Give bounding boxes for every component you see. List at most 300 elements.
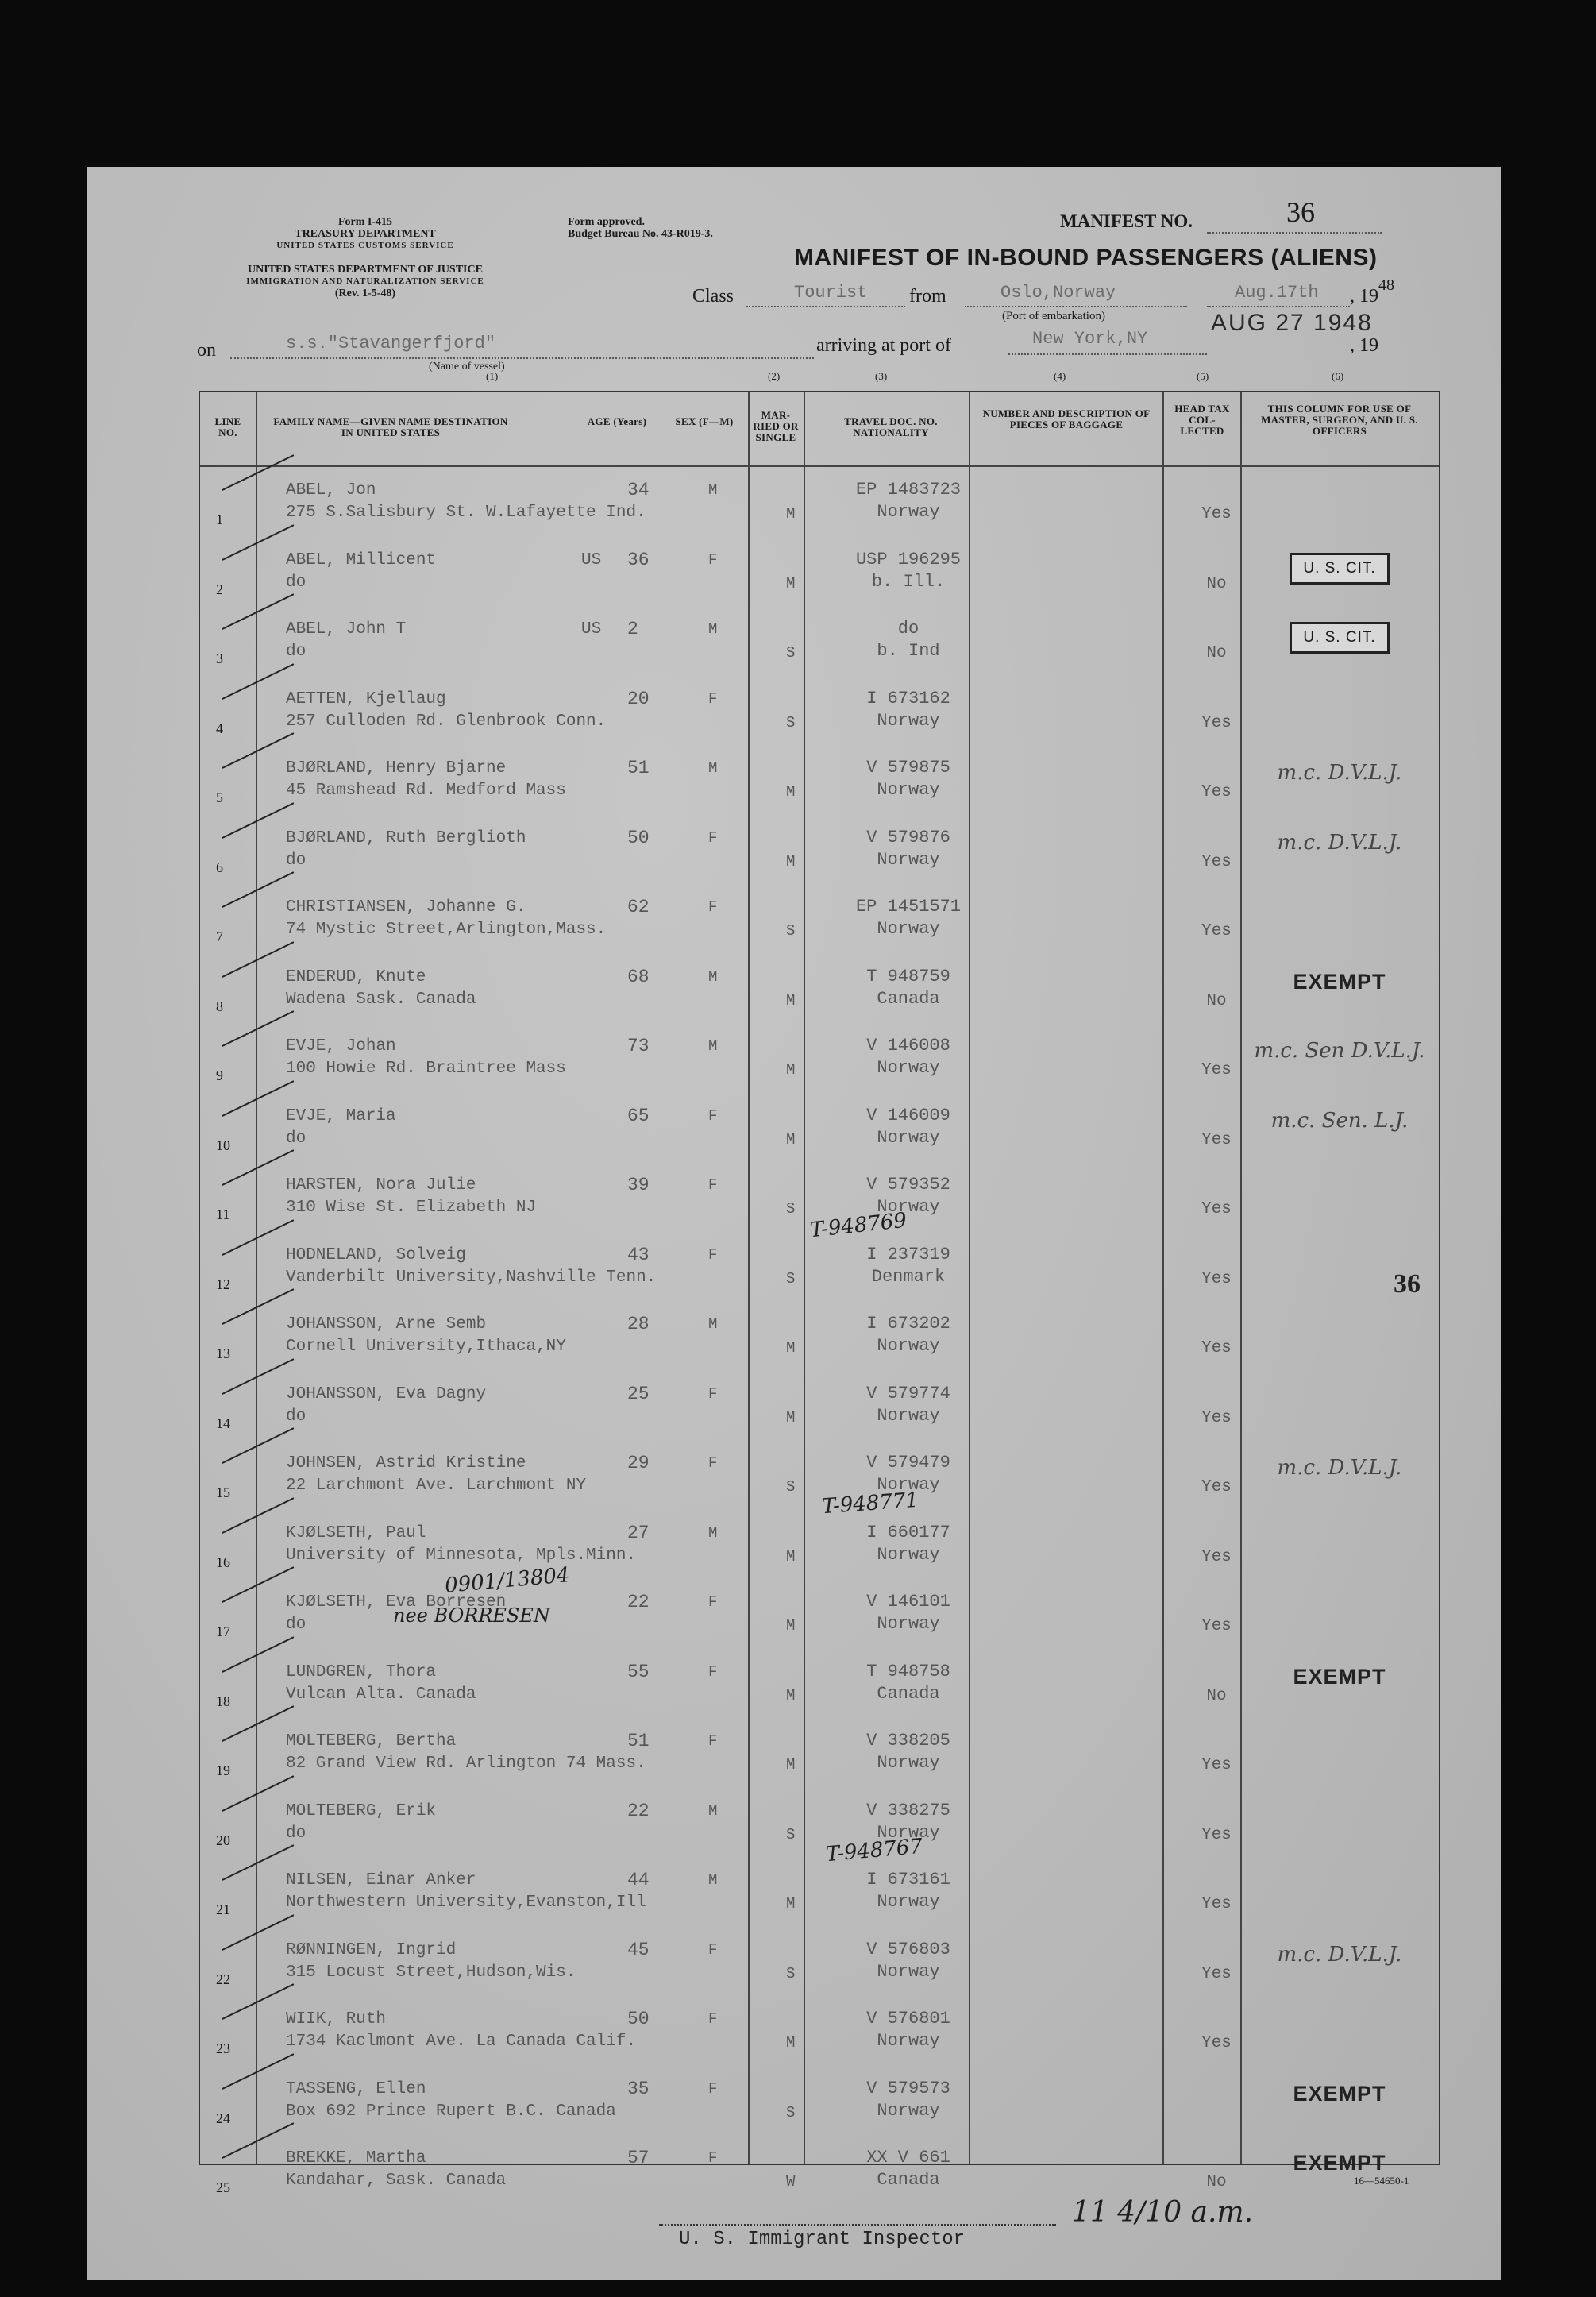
destination: do: [286, 1407, 306, 1426]
nationality: Canada: [877, 1683, 940, 1704]
sex: F: [708, 1732, 718, 1750]
sex: M: [708, 1801, 718, 1820]
approval-block: [568, 216, 782, 240]
table-row: [200, 1994, 1439, 2063]
sex: M: [708, 481, 718, 499]
travel-doc-no: V 338275: [866, 1800, 950, 1820]
nationality: Norway: [877, 1197, 940, 1217]
passenger-name: RØNNINGEN, Ingrid: [286, 1940, 457, 1959]
travel-doc-no: EP 1483723: [855, 480, 962, 500]
passenger-name: JOHANSSON, Arne Semb: [286, 1315, 487, 1334]
head-tax: Yes: [1201, 2034, 1232, 2052]
exempt-stamp: EXEMPT: [1293, 1664, 1386, 1689]
treasury-label: TREASURY DEPARTMENT: [295, 228, 436, 240]
marital-status: M: [786, 1408, 796, 1426]
marital-status: S: [786, 1269, 796, 1287]
passenger-name: KJØLSETH, Eva Borresen: [286, 1593, 507, 1612]
destination: 275 S.Salisbury St. W.Lafayette Ind.: [286, 504, 646, 522]
head-tax: No: [1206, 991, 1227, 1010]
head-tax: Yes: [1201, 1964, 1232, 1983]
head-tax: Yes: [1201, 1061, 1232, 1079]
travel-doc-no: I 673161: [866, 1870, 950, 1890]
travel-doc-no: V 579479: [866, 1453, 950, 1473]
travel-doc-no: XX V 661: [866, 2148, 950, 2168]
sex: M: [708, 759, 718, 777]
marital-status: S: [786, 644, 796, 662]
nationality: Norway: [877, 780, 940, 800]
age: 68: [627, 966, 650, 987]
head-tax: Yes: [1201, 1617, 1232, 1635]
table-row: [200, 2064, 1439, 2133]
passenger-name: LUNDGREN, Thora: [286, 1662, 437, 1681]
age: 25: [627, 1383, 650, 1404]
sex: M: [708, 967, 718, 986]
passenger-name: BJØRLAND, Ruth Berglioth: [286, 828, 526, 847]
marital-status: M: [786, 1061, 796, 1079]
nationality: Norway: [877, 919, 940, 939]
table-row: [200, 882, 1439, 952]
destination: do: [286, 1616, 306, 1634]
age: 43: [627, 1244, 650, 1265]
head-tax: Yes: [1201, 1269, 1232, 1288]
nationality: Canada: [877, 2170, 940, 2190]
line-number: 6: [216, 859, 223, 875]
destination: University of Minnesota, Mpls.Minn.: [286, 1546, 637, 1565]
col-tax-header: HEAD TAX COL-LECTED: [1174, 403, 1230, 437]
form-code: 16—54650-1: [1354, 2175, 1409, 2187]
age: 22: [627, 1800, 650, 1821]
line-number: 10: [216, 1137, 230, 1153]
marital-status: M: [786, 574, 796, 593]
sex: F: [708, 2079, 718, 2098]
year-prefix-2: , 19: [1350, 335, 1378, 356]
head-tax: Yes: [1201, 1895, 1232, 1913]
destination: Kandahar, Sask. Canada: [286, 2172, 507, 2190]
sex: F: [708, 1593, 718, 1611]
row12-handwritten-doc: T-948769: [808, 1208, 908, 1243]
travel-doc-no: V 146101: [866, 1592, 950, 1612]
destination: 1734 Kaclmont Ave. La Canada Calif.: [286, 2033, 637, 2051]
row21-handwritten-doc: T-948767: [824, 1834, 924, 1867]
travel-doc-no: V 579352: [866, 1175, 950, 1195]
destination: 82 Grand View Rd. Arlington 74 Mass.: [286, 1755, 646, 1773]
col-line-header: LINE NO.: [214, 415, 241, 438]
table-row: [200, 1021, 1439, 1091]
nationality: Norway: [877, 1127, 940, 1148]
head-tax: No: [1206, 574, 1227, 593]
table-row: [200, 465, 1439, 535]
passenger-name: BJØRLAND, Henry Bjarne: [286, 759, 507, 778]
table-row: [200, 952, 1439, 1021]
destination: 310 Wise St. Elizabeth NJ: [286, 1199, 537, 1217]
from-label: from: [909, 286, 946, 307]
destination: 257 Culloden Rd. Glenbrook Conn.: [286, 712, 607, 731]
marital-status: M: [786, 991, 796, 1010]
justice-header: [191, 264, 540, 299]
travel-doc-no: I 660177: [866, 1522, 950, 1542]
nationality: Norway: [877, 849, 940, 870]
travel-doc-no: V 579573: [866, 2078, 950, 2098]
head-tax: Yes: [1201, 1547, 1232, 1566]
travel-doc-no: V 576801: [866, 2009, 950, 2029]
form-header-left: [199, 216, 532, 252]
sex: F: [708, 828, 718, 847]
travel-doc-no: V 146008: [866, 1036, 950, 1056]
sex: M: [708, 1523, 718, 1542]
destination: Vulcan Alta. Canada: [286, 1685, 476, 1704]
head-tax: No: [1206, 2173, 1227, 2191]
officer-handwritten-note: m.c. Sen D.V.L.J.: [1254, 1039, 1425, 1063]
passenger-name: CHRISTIANSEN, Johanne G.: [286, 898, 526, 917]
sex: F: [708, 550, 718, 569]
sex: M: [708, 620, 718, 638]
table-row: [200, 674, 1439, 743]
exempt-stamp: EXEMPT: [1293, 2151, 1386, 2175]
table-row: [200, 813, 1439, 882]
age: 35: [627, 2078, 650, 2099]
rev-label: (Rev. 1-5-48): [334, 288, 396, 299]
exempt-stamp: EXEMPT: [1293, 2081, 1386, 2106]
head-tax: Yes: [1201, 1756, 1232, 1774]
head-tax: No: [1206, 1686, 1227, 1705]
line-number: 11: [216, 1206, 230, 1222]
table-row: [200, 1438, 1439, 1508]
marital-status: S: [786, 1478, 796, 1496]
us-citizen-stamp: U. S. CIT.: [1290, 553, 1389, 585]
nationality: Norway: [877, 1892, 940, 1912]
from-value: Oslo,Norway: [1000, 283, 1116, 303]
vessel-caption: (Name of vessel): [429, 361, 505, 373]
destination: Northwestern University,Evanston,Ill: [286, 1894, 646, 1912]
officer-note-cell: [1248, 1039, 1431, 1063]
age: 36: [627, 549, 650, 570]
marital-status: M: [786, 505, 796, 523]
line-number: 4: [216, 720, 223, 736]
class-value: Tourist: [794, 283, 868, 303]
officer-handwritten-note: m.c. D.V.L.J.: [1277, 761, 1402, 785]
age: 57: [627, 2148, 650, 2168]
head-tax: Yes: [1201, 922, 1232, 940]
manifest-no-line: [1207, 232, 1382, 234]
sex: F: [708, 1106, 718, 1125]
marital-status: M: [786, 1686, 796, 1704]
age: 28: [627, 1314, 650, 1334]
nationality: Norway: [877, 2100, 940, 2121]
nationality: b. Ind: [877, 641, 940, 661]
travel-doc-no: V 146009: [866, 1105, 950, 1125]
table-row: [200, 1647, 1439, 1716]
passenger-name: MOLTEBERG, Bertha: [286, 1732, 457, 1751]
marital-status: M: [786, 1756, 796, 1774]
marital-status: S: [786, 922, 796, 940]
marital-status: S: [786, 1200, 796, 1218]
nationality: Norway: [877, 1753, 940, 1773]
col-officer-header: THIS COLUMN FOR USE OF MASTER, SURGEON, AND U. S. OFFICERS: [1261, 403, 1418, 437]
travel-doc-no: V 579774: [866, 1383, 950, 1403]
travel-doc-no: EP 1451571: [855, 897, 962, 917]
nationality: Norway: [877, 710, 940, 731]
passenger-name: WIIK, Ruth: [286, 2010, 387, 2029]
marital-status: W: [786, 2173, 796, 2191]
nationality: Canada: [877, 988, 940, 1009]
col-age-header: AGE (Years): [587, 415, 647, 427]
age: 50: [627, 2009, 650, 2029]
line-number: 3: [216, 650, 223, 666]
age: 62: [627, 897, 650, 917]
travel-doc-no: USP 196295: [855, 549, 962, 569]
sex: M: [708, 1871, 718, 1889]
line-number: 7: [216, 928, 223, 944]
line-number: 15: [216, 1484, 230, 1500]
port-embark-caption: (Port of embarkation): [1002, 310, 1105, 322]
officer-note-cell: [1248, 2151, 1431, 2175]
ins-label: IMMIGRATION AND NATURALIZATION SERVICE: [246, 276, 484, 286]
line-number: 8: [216, 998, 223, 1014]
inspector-signature-line: [659, 2224, 1056, 2226]
sex: F: [708, 2010, 718, 2028]
table-row: [200, 1716, 1439, 1785]
nationality: Norway: [877, 1336, 940, 1356]
nationality: Norway: [877, 1058, 940, 1078]
head-tax: Yes: [1201, 783, 1232, 801]
marital-status: M: [786, 1547, 796, 1565]
travel-doc-no: T 948758: [866, 1661, 950, 1681]
marital-status: M: [786, 1895, 796, 1913]
table-row: [200, 2133, 1439, 2202]
nationality: b. Ill.: [871, 571, 946, 592]
sex: F: [708, 2149, 718, 2167]
check-mark: [222, 454, 295, 491]
justice-label: UNITED STATES DEPARTMENT OF JUSTICE: [248, 264, 483, 276]
nationality: Norway: [877, 1614, 940, 1634]
line-number: 5: [216, 789, 223, 805]
sex: M: [708, 1315, 718, 1333]
inspector-signature-time: 11 4/10 a.m.: [1072, 2196, 1254, 2229]
age: 73: [627, 1036, 650, 1056]
nationality: Norway: [877, 2031, 940, 2051]
head-tax: Yes: [1201, 505, 1232, 523]
us-citizen-stamp: U. S. CIT.: [1290, 622, 1389, 654]
marital-status: S: [786, 1825, 796, 1843]
nationality: Norway: [877, 1822, 940, 1843]
col-married-header: MAR-RIED OR SINGLE: [753, 409, 799, 443]
passenger-name: KJØLSETH, Paul: [286, 1523, 426, 1542]
class-label: Class: [692, 286, 734, 307]
line-number: 24: [216, 2110, 230, 2126]
officer-note-cell: [1248, 831, 1431, 855]
sex: F: [708, 689, 718, 708]
sex: F: [708, 1176, 718, 1194]
line-number: 13: [216, 1345, 230, 1361]
citizenship-note: US: [581, 620, 602, 639]
passenger-name: EVJE, Maria: [286, 1106, 396, 1125]
sex: F: [708, 1662, 718, 1681]
destination: 45 Ramshead Rd. Medford Mass: [286, 782, 566, 800]
passenger-name: ENDERUD, Knute: [286, 967, 426, 986]
age: 2: [627, 619, 638, 639]
marital-status: M: [786, 1339, 796, 1357]
from-line: [965, 306, 1187, 307]
destination: do: [286, 1129, 306, 1148]
manifest-no-label: MANIFEST NO.: [1060, 211, 1193, 231]
travel-doc-no: V 576803: [866, 1939, 950, 1959]
column-number: (3): [875, 370, 888, 382]
embark-date-line: [1207, 306, 1350, 307]
line-number: 25: [216, 2179, 230, 2195]
age: 44: [627, 1870, 650, 1890]
column-number: (6): [1332, 370, 1344, 382]
age: 51: [627, 1731, 650, 1751]
table-row: [200, 743, 1439, 813]
table-row: [200, 1299, 1439, 1369]
destination: 74 Mystic Street,Arlington,Mass.: [286, 921, 607, 939]
travel-doc-no: I 673162: [866, 688, 950, 708]
age: 50: [627, 827, 650, 848]
on-label: on: [197, 340, 216, 361]
sex: F: [708, 898, 718, 916]
officer-handwritten-note: m.c. D.V.L.J.: [1277, 830, 1402, 855]
embark-date: Aug.17th: [1235, 283, 1319, 303]
head-tax: Yes: [1201, 1478, 1232, 1496]
marital-status: M: [786, 2034, 796, 2052]
head-tax: Yes: [1201, 1408, 1232, 1427]
line-number: 9: [216, 1067, 223, 1083]
nationality: Norway: [877, 502, 940, 522]
age: 51: [627, 758, 650, 778]
line-number: 22: [216, 1971, 230, 1987]
line-number: 21: [216, 1901, 230, 1917]
arrival-port: New York,NY: [1032, 329, 1148, 349]
age: 20: [627, 688, 650, 709]
officer-note-cell: [1248, 553, 1431, 585]
row17-handwritten-nee: nee BORRESEN: [393, 1604, 550, 1627]
line-number: 17: [216, 1623, 230, 1639]
passenger-name: JOHNSEN, Astrid Kristine: [286, 1454, 526, 1473]
vessel-name: s.s."Stavangerfjord": [286, 334, 496, 353]
line-number: 16: [216, 1554, 230, 1570]
marital-status: S: [786, 1964, 796, 1982]
passenger-name: NILSEN, Einar Anker: [286, 1871, 476, 1890]
line-number: 2: [216, 581, 223, 597]
head-tax: Yes: [1201, 713, 1232, 732]
passenger-name: MOLTEBERG, Erik: [286, 1801, 437, 1820]
destination: 22 Larchmont Ave. Larchmont NY: [286, 1477, 587, 1495]
marital-status: M: [786, 783, 796, 801]
passenger-name: ABEL, John T: [286, 620, 407, 639]
line-number: 18: [216, 1693, 230, 1709]
column-number: (5): [1197, 370, 1209, 382]
marital-status: M: [786, 852, 796, 871]
line-number: 1: [216, 512, 223, 527]
year-prefix-1: , 19: [1350, 286, 1378, 307]
table-row: [200, 1925, 1439, 1994]
destination: 315 Locust Street,Hudson,Wis.: [286, 1963, 576, 1982]
sex: F: [708, 1384, 718, 1403]
passenger-name: EVJE, Johan: [286, 1037, 396, 1056]
passenger-name: JOHANSSON, Eva Dagny: [286, 1384, 487, 1403]
table-row: [200, 1855, 1439, 1924]
table-row: [200, 1091, 1439, 1160]
passenger-name: AETTEN, Kjellaug: [286, 689, 446, 708]
table-row: [200, 1577, 1439, 1647]
officer-note-cell: [1248, 622, 1431, 654]
table-row: [200, 1508, 1439, 1577]
table-row: [200, 1786, 1439, 1855]
destination: do: [286, 1824, 306, 1843]
column-number: (2): [768, 370, 781, 382]
officer-note-cell: [1248, 970, 1431, 994]
head-tax: Yes: [1201, 1339, 1232, 1357]
arrival-date-stamp: AUG 27 1948: [1211, 310, 1373, 336]
passenger-name: ABEL, Jon: [286, 481, 376, 500]
destination: do: [286, 573, 306, 592]
table-row: [200, 535, 1439, 604]
destination: do: [286, 643, 306, 661]
page-title: MANIFEST OF IN-BOUND PASSENGERS (ALIENS): [794, 245, 1378, 271]
officer-note-cell: [1248, 1456, 1431, 1480]
nationality: Norway: [877, 1961, 940, 1982]
inspector-caption: U. S. Immigrant Inspector: [679, 2229, 966, 2250]
marital-status: S: [786, 2103, 796, 2121]
officer-handwritten-note: m.c. Sen. L.J.: [1270, 1108, 1409, 1133]
nationality: Denmark: [871, 1266, 946, 1287]
year-suffix-1: 48: [1378, 276, 1394, 294]
head-tax: Yes: [1201, 1130, 1232, 1149]
line-number: 23: [216, 2040, 230, 2056]
age: 65: [627, 1105, 650, 1126]
head-tax: No: [1206, 644, 1227, 662]
officer-note-cell: [1248, 761, 1431, 785]
line-number: 12: [216, 1276, 230, 1292]
officer-note-cell: [1248, 1109, 1431, 1133]
arrival-port-line: [1008, 353, 1207, 355]
column-number: (1): [486, 370, 499, 382]
customs-label: UNITED STATES CUSTOMS SERVICE: [276, 241, 454, 250]
col-doc-header: TRAVEL DOC. NO. NATIONALITY: [844, 415, 938, 438]
passenger-name: HARSTEN, Nora Julie: [286, 1176, 476, 1195]
marital-status: M: [786, 1130, 796, 1148]
age: 39: [627, 1175, 650, 1195]
line-number: 19: [216, 1762, 230, 1778]
passenger-name: HODNELAND, Solveig: [286, 1245, 466, 1264]
travel-doc-no: T 948759: [866, 966, 950, 986]
age: 55: [627, 1661, 650, 1682]
line-number: 14: [216, 1415, 230, 1431]
col-name-header: FAMILY NAME—GIVEN NAME DESTINATION IN UNITED STATES: [273, 415, 508, 438]
budget-label: Budget Bureau No. 43-R019-3.: [568, 228, 713, 240]
passenger-name: TASSENG, Ellen: [286, 2079, 426, 2098]
class-line: [746, 306, 905, 307]
officer-note-cell: [1248, 1943, 1431, 1967]
travel-doc-no: V 579875: [866, 758, 950, 778]
col-sex-header: SEX (F—M): [675, 415, 734, 427]
line-number: 20: [216, 1832, 230, 1848]
row17-handwritten-number: 0901/13804: [443, 1563, 571, 1598]
passenger-name: BREKKE, Martha: [286, 2149, 426, 2168]
age: 29: [627, 1453, 650, 1473]
sex: M: [708, 1037, 718, 1055]
age: 27: [627, 1522, 650, 1543]
age: 34: [627, 480, 650, 500]
destination: Vanderbilt University,Nashville Tenn.: [286, 1268, 657, 1287]
nationality: Norway: [877, 1405, 940, 1426]
sex: F: [708, 1454, 718, 1472]
head-tax: Yes: [1201, 1200, 1232, 1218]
column-number: (4): [1054, 370, 1066, 382]
marital-status: S: [786, 713, 796, 732]
head-tax: Yes: [1201, 1825, 1232, 1844]
margin-number: 36: [1394, 1269, 1421, 1299]
